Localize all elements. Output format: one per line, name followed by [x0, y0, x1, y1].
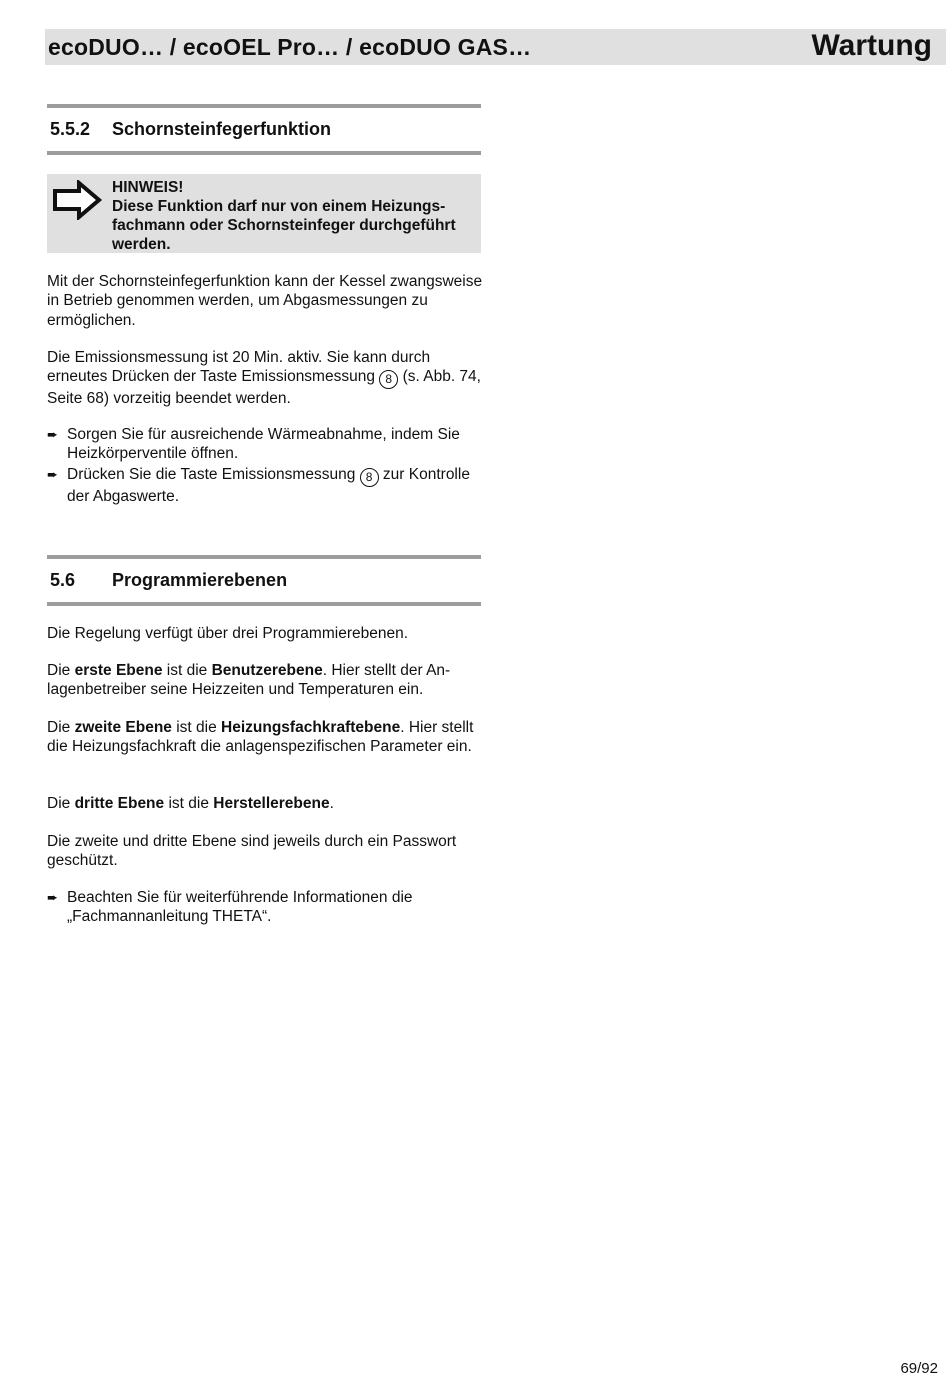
section-rule-top [47, 555, 481, 559]
section-number: 5.6 [50, 570, 76, 590]
chapter-title: Wartung [811, 29, 932, 62]
list-item: ➨ Beachten Sie für weiterführende Informationen die „Fachmannanleitung THETA“. [47, 889, 413, 926]
product-title: ecoDUO… / ecoOEL Pro… / ecoDUO GAS… [48, 34, 532, 60]
section-rule-bottom [47, 151, 481, 155]
section-title: Schornsteinfegerfunktion [112, 119, 332, 139]
key-reference-badge: 8 [360, 468, 379, 487]
paragraph: Die zweite und dritte Ebene sind jeweils durch ein Passwort geschützt. [47, 833, 457, 870]
paragraph: Die dritte Ebene ist die Herstellerebene. [47, 795, 334, 812]
notice-box [47, 174, 481, 253]
list-item: ➨ Sorgen Sie für ausreichende Wärmeabnahme, indem Sie Heizkörperventile öffnen. [47, 426, 460, 463]
list-item: ➨ Drücken Sie die Taste Emissionsmessung 8 zur Kontrolle der Abgaswerte. [47, 466, 470, 505]
section-heading-5-5-2 [50, 119, 331, 140]
bullet-arrow-icon: ➨ [47, 890, 58, 905]
paragraph: Die Regelung verfügt über drei Programmierebenen. [47, 625, 409, 642]
bullet-arrow-icon: ➨ [47, 427, 58, 442]
section-heading-5-6 [50, 570, 287, 591]
page-header [45, 29, 946, 65]
paragraph: Die zweite Ebene ist die Heizungsfachkraftebene. Hier stellt die Heizungsfachkraft die anlagenspezifischen Parameter ein. [47, 719, 474, 756]
section-title: Programmierebenen [112, 570, 288, 590]
section-rule-top [47, 104, 481, 108]
paragraph: Die erste Ebene ist die Benutzerebene. Hier stellt der Anlagenbetreiber seine Heizzeiten und Temperaturen ein. [47, 662, 451, 699]
arrow-right-outline-icon [52, 180, 104, 220]
notice-body: Diese Funktion darf nur von einem Heizungsfachmann oder Schornsteinfeger durchgeführt werden. [112, 198, 456, 253]
page-number: 69/92 [900, 1360, 938, 1377]
section-rule-bottom [47, 602, 481, 606]
section-number: 5.5.2 [50, 119, 91, 139]
notice-heading: HINWEIS! [112, 179, 184, 196]
key-reference-badge: 8 [379, 370, 398, 389]
bullet-arrow-icon: ➨ [47, 467, 58, 482]
paragraph: Die Emissionsmessung ist 20 Min. aktiv. Sie kann durch erneutes Drücken der Taste Emissionsmessung 8 (s. Abb. 74, Seite 68) vorzeitig beendet werden. [47, 349, 481, 408]
paragraph: Mit der Schornsteinfegerfunktion kann der Kessel zwangsweise in Betrieb genommen werden, um Abgasmessungen zu ermöglichen. [47, 273, 483, 329]
